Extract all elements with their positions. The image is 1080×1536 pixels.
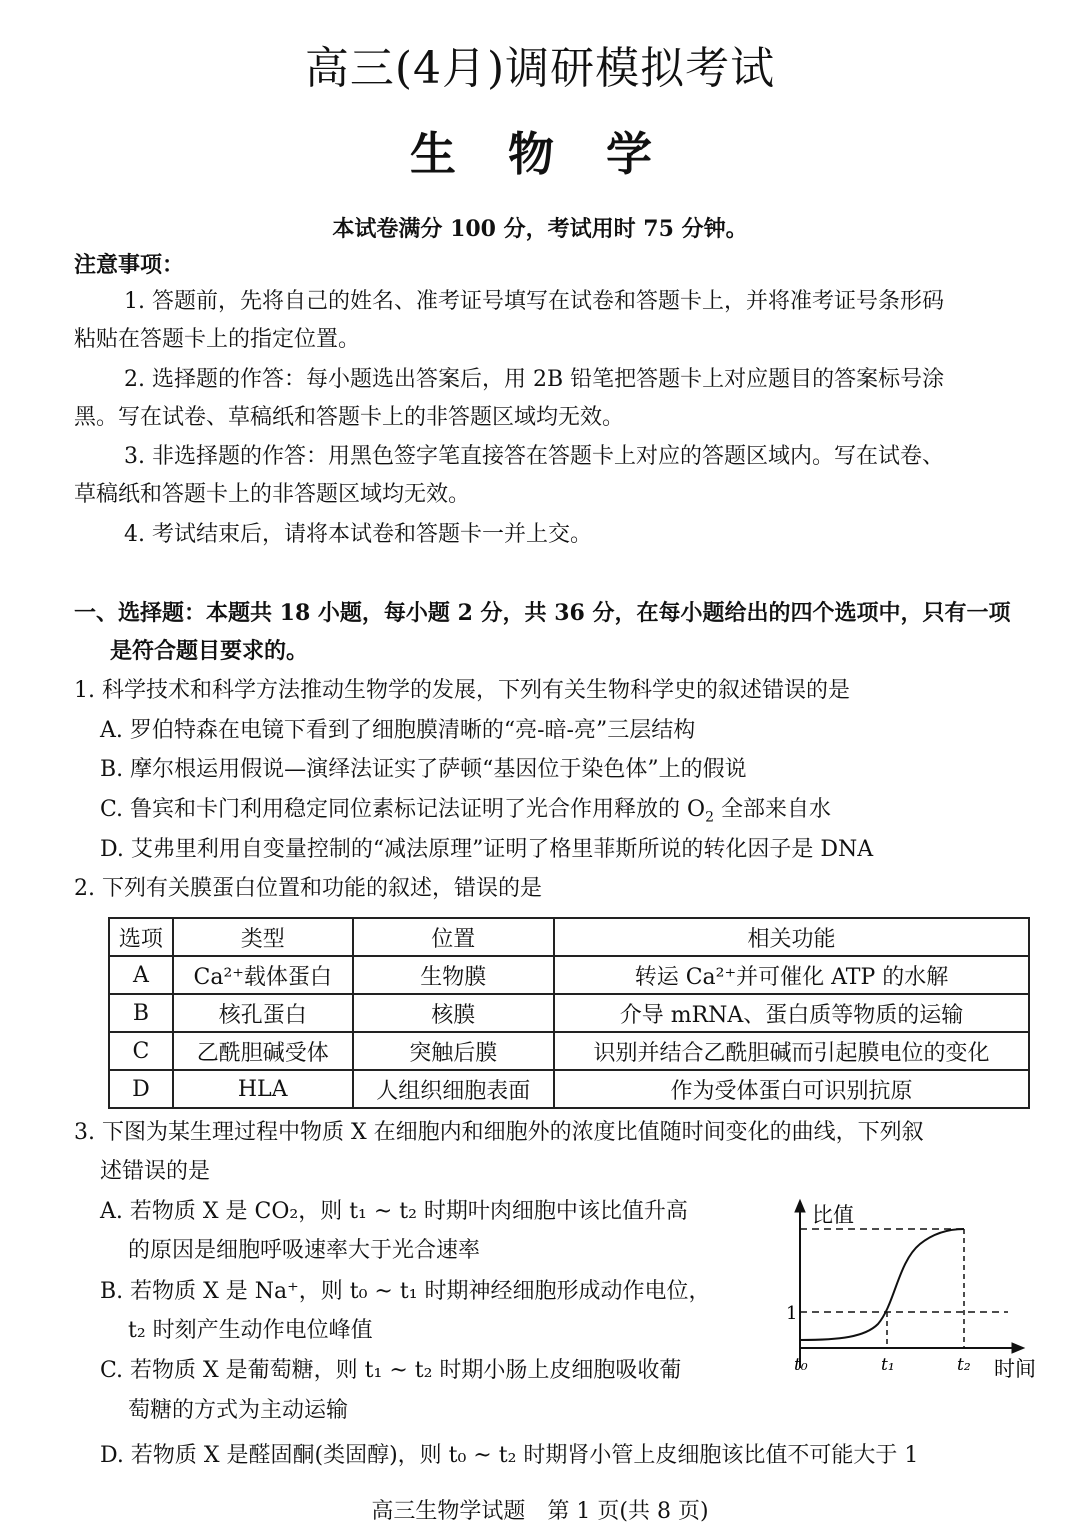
table-cell: Ca²⁺载体蛋白 — [173, 956, 353, 994]
t1-label: t₁ — [881, 1355, 895, 1375]
question-1-option-a: A. 罗伯特森在电镜下看到了细胞膜清晰的“亮-暗-亮”三层结构 — [100, 718, 696, 743]
question-1-option-b: B. 摩尔根运用假说—演绎法证实了萨顿“基因位于染色体”上的假说 — [100, 757, 747, 782]
question-3-stem-cont: 述错误的是 — [100, 1159, 211, 1184]
table-cell: 乙酰胆碱受体 — [173, 1032, 353, 1070]
notice-line: 4. 考试结束后，请将本试卷和答题卡一并上交。 — [124, 522, 592, 547]
table-row — [109, 994, 1029, 1032]
notice-line: 1. 答题前，先将自己的姓名、准考证号填写在试卷和答题卡上，并将准考证号条形码 — [124, 289, 944, 314]
subject-title: 生 物 学 — [409, 127, 671, 181]
t2-label: t₂ — [957, 1355, 971, 1375]
question-1-option-c: C. 鲁宾和卡门利用稳定同位素标记法证明了光合作用释放的 $O_2$ 全部来自水 — [100, 797, 831, 826]
table-row — [109, 1070, 1029, 1108]
table-cell: C — [109, 1032, 173, 1070]
table-header: 相关功能 — [554, 918, 1029, 956]
question-3-option-b: B. 若物质 X 是 Na⁺，则 t₀ ~ t₁ 时期神经细胞形成动作电位， — [100, 1279, 711, 1304]
question-3-stem: 3. 下图为某生理过程中物质 X 在细胞内和细胞外的浓度比值随时间变化的曲线，下列叙 — [74, 1120, 924, 1145]
table-cell: B — [109, 994, 173, 1032]
table-cell: HLA — [173, 1070, 353, 1108]
question-3-option-d: D. 若物质 X 是醛固酮(类固醇)，则 t₀ ~ t₂ 时期肾小管上皮细胞该比值不可能大于 1 — [100, 1443, 919, 1468]
question-3-option-c-cont: 萄糖的方式为主动运输 — [128, 1398, 349, 1423]
table-header: 选项 — [109, 918, 173, 956]
table-cell: 生物膜 — [353, 956, 555, 994]
membrane-protein-table — [108, 917, 1030, 1109]
notice-line: 黑。写在试卷、草稿纸和答题卡上的非答题区域均无效。 — [74, 405, 625, 430]
x-axis-label: 时间 — [994, 1357, 1036, 1381]
table-cell: 人组织细胞表面 — [353, 1070, 555, 1108]
notice-heading: 注意事项： — [74, 252, 185, 278]
table-header-row — [109, 918, 1029, 956]
table-cell: 识别并结合乙酰胆碱而引起膜电位的变化 — [554, 1032, 1029, 1070]
table-cell: 转运 Ca²⁺并可催化 ATP 的水解 — [554, 956, 1029, 994]
x-axis-arrow — [1012, 1343, 1024, 1353]
table-cell: 介导 mRNA、蛋白质等物质的运输 — [554, 994, 1029, 1032]
notice-line: 2. 选择题的作答：每小题选出答案后，用 2B 铅笔把答题卡上对应题目的答案标号涂 — [124, 367, 945, 392]
table-header: 类型 — [173, 918, 353, 956]
exam-title: 高三(4月)调研模拟考试 — [304, 43, 776, 94]
question-3-option-b-cont: t₂ 时刻产生动作电位峰值 — [128, 1318, 373, 1343]
notice-line: 3. 非选择题的作答：用黑色签字笔直接答在答题卡上对应的答题区域内。写在试卷、 — [124, 444, 944, 469]
question-1-option-d: D. 艾弗里利用自变量控制的“减法原理”证明了格里菲斯所说的转化因子是 DNA — [100, 837, 874, 862]
table-cell: 作为受体蛋白可识别抗原 — [554, 1070, 1029, 1108]
section-heading: 一、选择题：本题共 18 小题，每小题 2 分，共 36 分，在每小题给出的四个选项中，只有一项 — [74, 600, 1011, 626]
notice-line: 粘贴在答题卡上的指定位置。 — [74, 327, 361, 352]
exam-info: 本试卷满分 100 分，考试用时 75 分钟。 — [332, 216, 748, 242]
y-axis-arrow — [795, 1200, 805, 1212]
table-cell: A — [109, 956, 173, 994]
table-cell: 核膜 — [353, 994, 555, 1032]
table-cell: D — [109, 1070, 173, 1108]
table-header: 位置 — [353, 918, 555, 956]
y-tick-one: 1 — [786, 1303, 798, 1324]
question-1-stem: 1. 科学技术和科学方法推动生物学的发展，下列有关生物科学史的叙述错误的是 — [74, 678, 850, 703]
question-3-option-a-cont: 的原因是细胞呼吸速率大于光合速率 — [128, 1238, 481, 1263]
t0-label: t₀ — [794, 1355, 808, 1375]
ratio-curve-figure — [770, 1192, 1050, 1392]
notice-line: 草稿纸和答题卡上的非答题区域均无效。 — [74, 482, 471, 507]
question-3-option-c: C. 若物质 X 是葡萄糖，则 t₁ ~ t₂ 时期小肠上皮细胞吸收葡 — [100, 1358, 682, 1383]
ratio-curve — [800, 1229, 964, 1340]
section-heading-cont: 是符合题目要求的。 — [110, 638, 309, 664]
table-cell: 核孔蛋白 — [173, 994, 353, 1032]
table-row — [109, 956, 1029, 994]
table-cell: 突触后膜 — [353, 1032, 555, 1070]
y-axis-label: 比值 — [812, 1203, 854, 1227]
question-2-stem: 2. 下列有关膜蛋白位置和功能的叙述，错误的是 — [74, 876, 542, 901]
page-footer: 高三生物学试题 第 1 页(共 8 页) — [371, 1499, 709, 1524]
question-3-option-a: A. 若物质 X 是 CO₂，则 t₁ ~ t₂ 时期叶肉细胞中该比值升高 — [100, 1199, 688, 1224]
table-row — [109, 1032, 1029, 1070]
